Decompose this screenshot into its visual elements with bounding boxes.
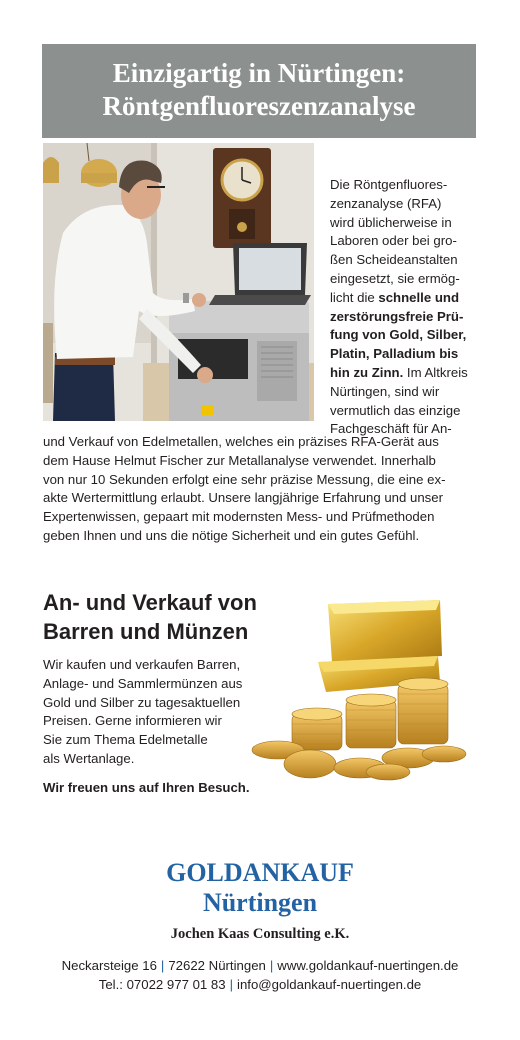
intro-text-suffix: Im Altkreis xyxy=(403,364,468,380)
intro-line-mixed xyxy=(330,289,480,308)
brand-logo xyxy=(0,858,520,918)
header-banner xyxy=(42,44,476,138)
intro-line: zenzanalyse (RFA) xyxy=(330,195,442,211)
section-heading-line1: An- und Verkauf von xyxy=(43,590,257,615)
brand-line2: Nürtingen xyxy=(202,888,318,917)
gold-bars-coins-image xyxy=(248,596,470,792)
intro-line: Laboren oder bei gro- xyxy=(330,233,457,249)
contact-row-address xyxy=(0,956,520,975)
intro-line-mixed xyxy=(330,364,480,383)
intro-text-prefix: licht die xyxy=(330,289,379,305)
banner-title-line1: Einzigartig in Nürtingen: xyxy=(112,58,406,88)
separator: | xyxy=(160,958,165,973)
xrf-photo xyxy=(43,143,314,421)
buy-line: Preisen. Gerne informieren wir xyxy=(43,713,222,729)
intro-line: akte Wertermittlung erlaubt. Unsere langjährige Erfahrung und unser xyxy=(43,490,443,506)
intro-bold-text: schnelle und xyxy=(378,289,459,305)
separator: | xyxy=(269,958,274,973)
intro-line: Expertenwissen, gepaart mit modernsten Mess- und Prüfmethoden xyxy=(43,509,435,525)
section-heading xyxy=(43,588,257,646)
intro-line: Die Röntgenfluores- xyxy=(330,177,448,192)
intro-bold-line: Platin, Palladium bis xyxy=(330,346,459,362)
visit-note: Wir freuen uns auf Ihren Besuch. xyxy=(43,780,250,795)
intro-line: geben Ihnen und uns die nötige Sicherheit und ein gutes Gefühl. xyxy=(43,527,420,543)
street: Neckarsteige 16 xyxy=(61,958,157,973)
phone[interactable]: Tel.: 07022 977 01 83 xyxy=(98,977,226,992)
banner-title-line2: Röntgenfluoreszenzanalyse xyxy=(102,91,416,121)
contact-block xyxy=(0,956,520,994)
intro-line: Nürtingen, sind wir xyxy=(330,383,440,399)
brand-line1: GOLDANKAUF xyxy=(166,858,354,887)
buy-line: Sie zum Thema Edelmetalle xyxy=(43,732,208,748)
company-name: Jochen Kaas Consulting e.K. xyxy=(170,926,350,942)
email-link[interactable]: info@goldankauf-nuertingen.de xyxy=(237,977,422,992)
intro-line: vermutlich das einzige xyxy=(330,402,461,418)
buy-line: Anlage- und Sammlermünzen aus xyxy=(43,675,243,691)
intro-line: von nur 10 Sekunden erfolgt eine sehr präzise Messung, die eine ex- xyxy=(43,471,446,487)
buy-line: Wir kaufen und verkaufen Barren, xyxy=(43,657,241,672)
buy-line: als Wertanlage. xyxy=(43,750,135,766)
intro-paragraph-bottom xyxy=(43,433,477,546)
website-link[interactable]: www.goldankauf-nuertingen.de xyxy=(277,958,459,973)
intro-line: ßen Scheideanstalten xyxy=(330,252,458,268)
section-heading-line2: Barren und Münzen xyxy=(43,619,249,644)
intro-line: und Verkauf von Edelmetallen, welches ein präzises RFA-Gerät aus xyxy=(43,434,439,449)
buy-line: Gold und Silber zu tagesaktuellen xyxy=(43,694,241,710)
intro-bold-text: hin zu Zinn. xyxy=(330,364,404,380)
intro-line: Fachgeschäft für An- xyxy=(330,421,452,437)
intro-line: dem Hause Helmut Fischer zur Metallanalyse verwendet. Innerhalb xyxy=(43,452,436,468)
contact-row-phone-email xyxy=(0,975,520,994)
intro-paragraph-top xyxy=(330,176,480,439)
buy-paragraph xyxy=(43,656,263,769)
separator: | xyxy=(229,977,234,992)
intro-line: wird üblicherweise in xyxy=(330,214,452,230)
intro-line: eingesetzt, sie ermög- xyxy=(330,270,460,286)
city: 72622 Nürtingen xyxy=(168,958,266,973)
intro-bold-line: zerstörungsfreie Prü- xyxy=(330,308,464,324)
intro-bold-line: fung von Gold, Silber, xyxy=(330,327,467,343)
